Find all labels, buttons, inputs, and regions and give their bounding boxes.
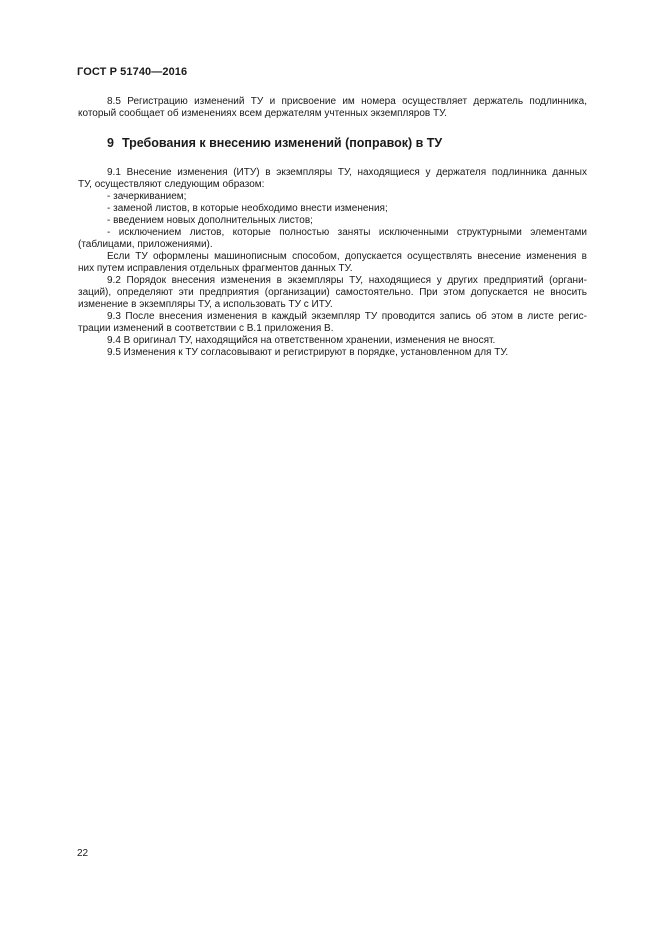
paragraph-9-2-line-2: заций), определяют эти предприятия (организации) самостоятельно. При этом допускается не вносить (78, 287, 587, 298)
paragraph-9-3-line-2: трации изменений в соответствии с В.1 приложения В. (78, 323, 334, 334)
paragraph-9-5: 9.5 Изменения к ТУ согласовывают и регистрируют в порядке, установленном для ТУ. (107, 347, 509, 358)
paragraph-8-5-line-1: 8.5 Регистрацию изменений ТУ и присвоение им номера осуществляет держатель подлинника, (107, 96, 587, 107)
list-item-4-line-2: (таблицами, приложениями). (78, 239, 213, 250)
document-header: ГОСТ Р 51740—2016 (77, 66, 188, 78)
list-item: - заменой листов, в которые необходимо внести изменения; (107, 203, 388, 214)
list-item: - зачеркиванием; (107, 191, 187, 202)
section-9-number: 9 (107, 136, 114, 150)
list-item: - введением новых дополнительных листов; (107, 215, 313, 226)
paragraph-9-1-line-2: ТУ, осуществляют следующим образом: (78, 179, 265, 190)
section-9-body (78, 167, 587, 359)
paragraph-9-2-line-3: изменение в экземпляры ТУ, а использовать ТУ с ИТУ. (78, 299, 333, 310)
paragraph-9-2-line-1: 9.2 Порядок внесения изменения в экземпляры ТУ, находящиеся у других предприятий (органи- (107, 275, 587, 286)
page-number: 22 (77, 848, 89, 859)
paragraph-9-1-line-1: 9.1 Внесение изменения (ИТУ) в экземпляры ТУ, находящиеся у держателя подлинника данных (107, 167, 587, 178)
section-9-title: Требования к внесению изменений (поправок) в ТУ (121, 136, 443, 150)
paragraph-8-5-line-2: который сообщает об изменениях всем держателям учтенных экземпляров ТУ. (78, 108, 447, 119)
paragraph-9-4: 9.4 В оригинал ТУ, находящийся на ответственном хранении, изменения не вносят. (107, 335, 496, 346)
paragraph-9-3-line-1: 9.3 После внесения изменения в каждый экземпляр ТУ проводится запись об этом в листе регис- (107, 311, 587, 322)
section-9-heading (107, 136, 442, 150)
list-item-4-line-1: - исключением листов, которые полностью заняты исключенными структурными элементами (107, 227, 587, 238)
paragraph-typed-line-2: них путем исправления отдельных фрагментов данных ТУ. (78, 263, 353, 274)
paragraph-typed-line-1: Если ТУ оформлены машинописным способом, допускается осуществлять внесение изменения в (107, 251, 587, 262)
paragraph-8-5 (78, 96, 587, 120)
